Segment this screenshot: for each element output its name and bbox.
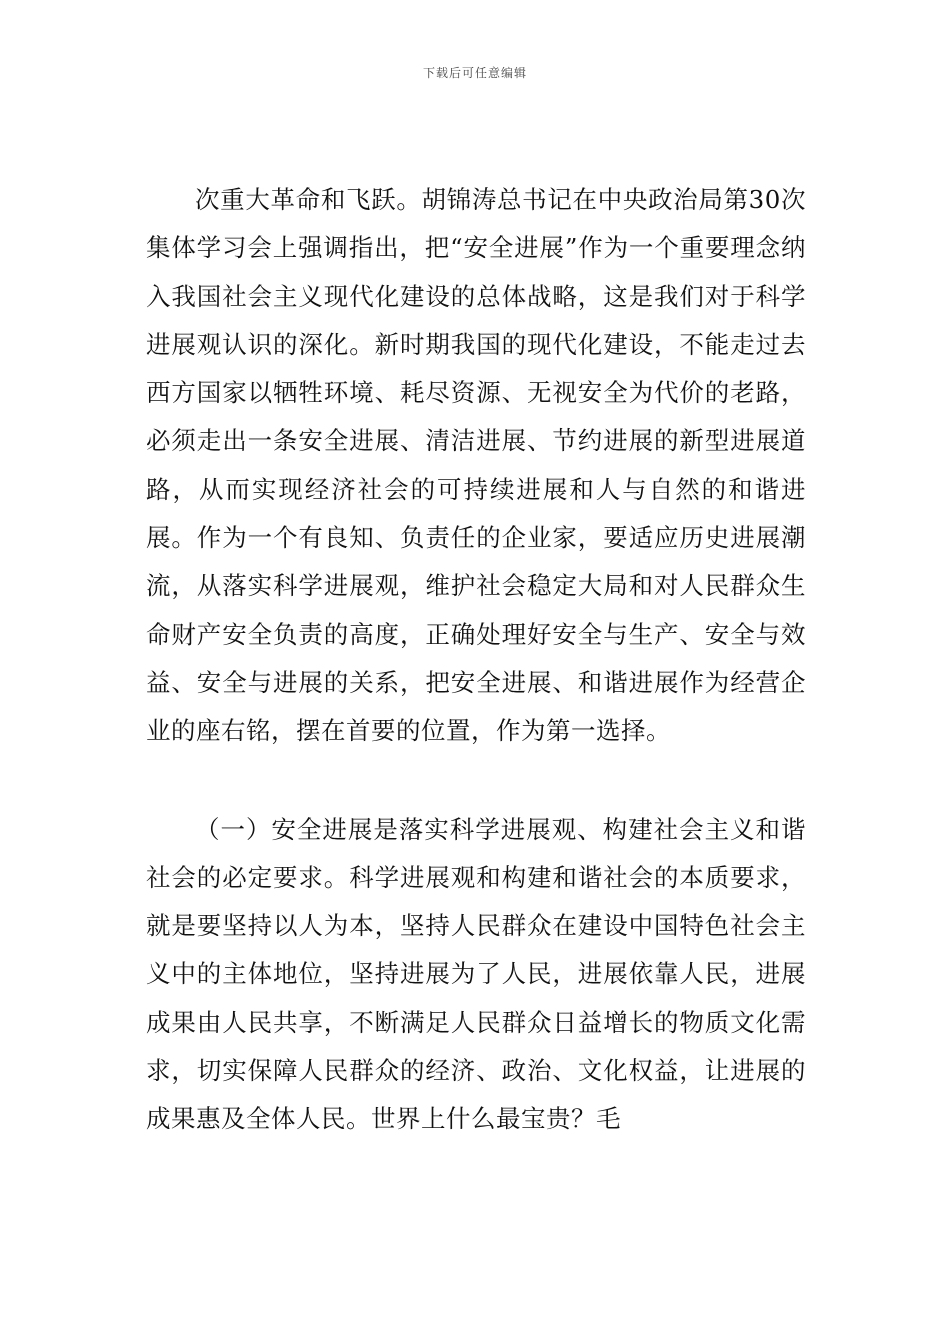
paragraph-1: 次重大革命和飞跃。胡锦涛总书记在中央政治局第30次集体学习会上强调指出，把“安全进展”作为一个重要理念纳入我国社会主义现代化建设的总体战略，这是我们对于科学进展观认识的深化。新时期我国的现代化建设，不能走过去西方国家以牺牲环境、耗尽资源、无视安全为代价的老路，必须走出一条安全进展、清洁进展、节约进展的新型进展道路，从而实现经济社会的可持续进展和人与自然的和谐进展。作为一个有良知、负责任的企业家，要适应历史进展潮流，从落实科学进展观，维护社会稳定大局和对人民群众生命财产安全负责的高度，正确处理好安全与生产、安全与效益、安全与进展的关系，把安全进展、和谐进展作为经营企业的座右铭，摆在首要的位置，作为第一选择。: [146, 185, 806, 746]
document-body: [146, 176, 806, 1144]
paragraph-gap: [146, 756, 806, 806]
header-note: 下载后可任意编辑: [422, 66, 527, 80]
paragraph-2: （一）安全进展是落实科学进展观、构建社会主义和谐社会的必定要求。科学进展观和构建和谐社会的本质要求，就是要坚持以人为本，坚持人民群众在建设中国特色社会主义中的主体地位，坚持进展为了人民，进展依靠人民，进展成果由人民共享，不断满足人民群众日益增长的物质文化需求，切实保障人民群众的经济、政治、文化权益，让进展的成果惠及全体人民。世界上什么最宝贵？毛: [146, 814, 806, 1134]
